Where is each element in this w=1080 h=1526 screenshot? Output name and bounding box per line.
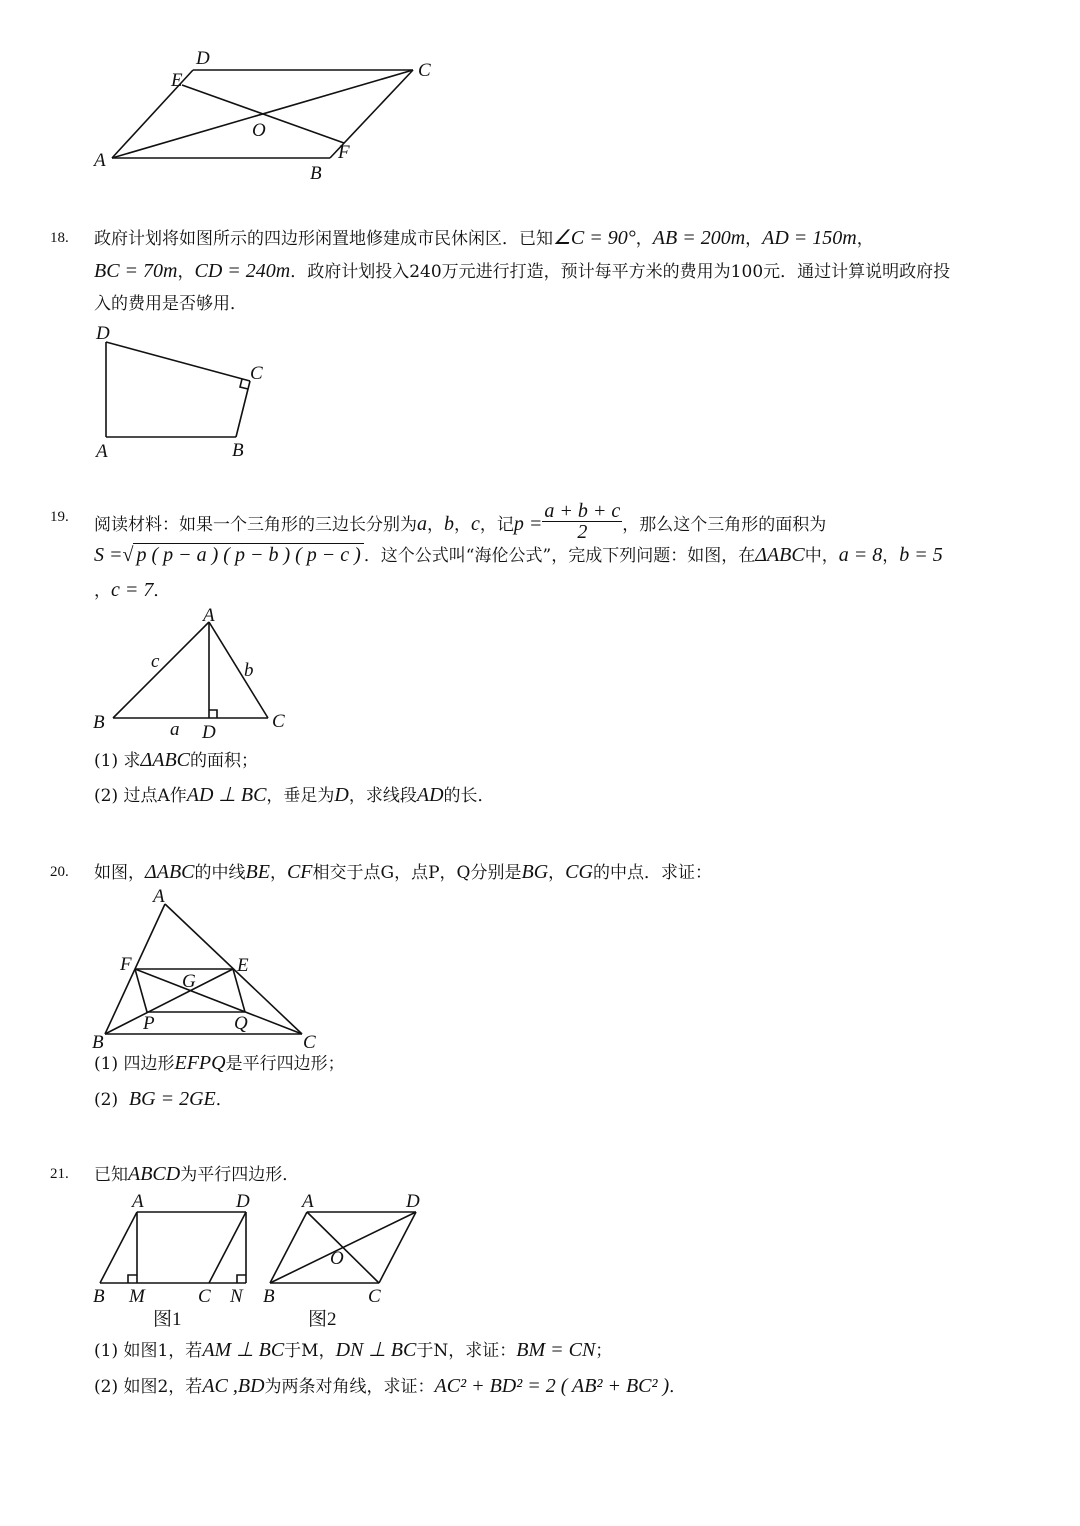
q21-identity: AC² + BD² = 2 ( AB² + BC² ) — [434, 1375, 670, 1397]
q20-text-1b: 的中线 — [194, 863, 246, 883]
q18-text-1: 政府计划将如图所示的四边形闲置地修建成市民休闲区．已知 — [94, 229, 553, 249]
q21-part2-a: (2) 如图2，若 — [94, 1377, 203, 1397]
q20-text-1d: 的中点．求证： — [592, 863, 712, 883]
label-b: B — [92, 1032, 104, 1053]
q20-line-1: 如图，ΔABC的中线BE，CF相交于点G，点P，Q分别是BG，CG的中点．求证： — [94, 861, 712, 883]
q18-ab: AB = 200m — [652, 227, 746, 249]
label-f: F — [338, 142, 350, 163]
q18-bc: BC = 70m — [94, 260, 178, 282]
fig2-label-b: B — [263, 1286, 275, 1307]
fig2-side-ab — [270, 1212, 307, 1283]
q18-ad: AD = 150m — [762, 227, 857, 249]
side-ab — [113, 622, 209, 718]
fig1-right-angle-n — [237, 1275, 246, 1283]
q19-line-3: ，c = 7． — [94, 579, 171, 601]
side-cd — [106, 342, 250, 381]
q21-part1-c: 于N，求证： — [416, 1341, 517, 1361]
median-cf — [135, 969, 302, 1034]
q21-acbd: AC ,BD — [202, 1375, 265, 1397]
q19-tri: ΔABC — [755, 544, 805, 566]
q21-dn: DN ⊥ BC — [335, 1339, 417, 1361]
q20-bg: BG — [521, 861, 549, 883]
fig1-side-ab — [100, 1212, 137, 1283]
fig1-right-angle-m — [128, 1275, 137, 1283]
q21-am: AM ⊥ BC — [202, 1339, 285, 1361]
q18-line-3: 入的费用是否够用． — [94, 294, 247, 314]
q20-cg: CG — [565, 861, 593, 883]
q19-part2-d2: 的长． — [443, 786, 495, 806]
q19-part2-perp: AD ⊥ BC — [186, 784, 267, 806]
q18-cd: CD = 240m — [194, 260, 291, 282]
fig1-label-n: N — [230, 1286, 243, 1307]
q20-part-1 — [94, 1051, 345, 1076]
figure-triangle-q19 — [0, 600, 320, 750]
q19-part2-a: (2) 过点A作 — [94, 786, 187, 806]
figure-triangle-medians-q20 — [0, 880, 340, 1055]
q21-part2-b: 为两条对角线，求证： — [264, 1377, 435, 1397]
label-d: D — [202, 722, 216, 743]
label-a: A — [153, 886, 165, 907]
q21-part1-b: 于M， — [284, 1341, 336, 1361]
q20-part1-pre: (1) 四边形 — [94, 1054, 175, 1074]
median-be — [105, 969, 233, 1034]
q20-tri: ΔABC — [145, 861, 195, 883]
q18-angle-c: ∠C = 90° — [553, 227, 636, 249]
q21-part1-a: (1) 如图1，若 — [94, 1341, 203, 1361]
fig2-side-dc — [379, 1212, 416, 1283]
q19-frac-denominator: 2 — [577, 521, 588, 543]
q19-frac-numerator: a + b + c — [544, 500, 621, 522]
q20-part2-eq: BG = 2GE — [128, 1088, 216, 1110]
fig1-caption: 图1 — [153, 1309, 182, 1330]
sqrt-sign-icon: √ — [122, 544, 134, 566]
fig2-label-o: O — [330, 1248, 344, 1269]
q19-var-a: a — [417, 513, 427, 535]
fig1-label-m: M — [129, 1286, 145, 1307]
q19-text-2a: ．这个公式叫“海伦公式”，完成下列问题：如图，在 — [363, 546, 756, 566]
label-a: A — [94, 150, 106, 171]
side-ac — [209, 622, 268, 718]
q19-text-1c: ，那么这个三角形的面积为 — [622, 515, 827, 535]
label-b: B — [310, 163, 322, 184]
q21-text-1a: 已知 — [94, 1165, 128, 1185]
fig2-caption: 图2 — [308, 1309, 337, 1330]
q19-var-c: c — [471, 513, 480, 535]
q20-text-1a: 如图， — [94, 863, 145, 883]
question-number-21: 21. — [50, 1166, 69, 1182]
label-o: O — [252, 120, 266, 141]
q20-be: BE — [245, 861, 270, 883]
label-f: F — [120, 954, 132, 975]
label-b-side: b — [244, 660, 254, 681]
q18-line-1: 政府计划将如图所示的四边形闲置地修建成市民休闲区．已知∠C = 90°，AB = 200m，AD = 150m， — [94, 227, 874, 249]
label-e: E — [237, 955, 249, 976]
fig1-label-d: D — [236, 1191, 250, 1212]
q19-line-1: 阅读材料：如果一个三角形的三边长分别为a，b，c，记p = $\frac{a + b + c}{2}$ ，那么这个三角形的面积为 — [94, 500, 827, 543]
figure-parallelograms-q21 — [0, 1185, 460, 1335]
fig1-label-c: C — [198, 1286, 211, 1307]
q19-text-1b: ，记 — [479, 515, 514, 535]
q19-part2-d: D — [334, 784, 349, 806]
label-c: c — [151, 651, 160, 672]
q18-text-2: ．政府计划投入240万元进行打造，预计每平方米的费用为100元．通过计算说明政府投 — [290, 262, 951, 282]
label-b: B — [232, 440, 244, 461]
q19-part1-post: 的面积； — [190, 751, 258, 771]
label-e: E — [171, 70, 183, 91]
label-c-vertex: C — [272, 711, 285, 732]
q18-line-2: BC = 70m，CD = 240m．政府计划投入240万元进行打造，预计每平方米的费用为100元．通过计算说明政府投 — [94, 260, 951, 282]
segment-fp — [135, 969, 147, 1012]
fig2-label-d: D — [406, 1191, 420, 1212]
label-a-side: a — [170, 719, 180, 740]
q19-p-eq: p = — [513, 513, 543, 535]
right-angle-mark-d — [209, 710, 217, 718]
label-q: Q — [234, 1013, 248, 1034]
q19-part-1 — [94, 748, 258, 773]
label-d: D — [196, 48, 210, 69]
q20-cf: CF — [286, 861, 313, 883]
q19-part2-c: ，求线段 — [348, 786, 417, 806]
q20-part-2: (2) BG = 2GE． — [94, 1088, 233, 1110]
label-g: G — [182, 971, 196, 992]
label-a: A — [96, 441, 108, 462]
question-number-20: 20. — [50, 864, 69, 880]
q19-text-1a: 阅读材料：如果一个三角形的三边长分别为 — [94, 515, 417, 535]
figure-quadrilateral-q18 — [0, 320, 300, 470]
q20-part2-pre: (2) — [94, 1090, 119, 1110]
label-c: C — [303, 1032, 316, 1053]
fig1-side-dc — [209, 1212, 246, 1283]
figure-parallelogram-q17 — [0, 0, 1080, 200]
q21-text-1b: 为平行四边形． — [180, 1165, 300, 1185]
q19-a-val: a = 8 — [838, 544, 883, 566]
label-a: A — [203, 605, 215, 626]
q19-part1-pre: (1) 求 — [94, 751, 141, 771]
q19-text-2b: 中， — [804, 546, 839, 566]
q19-part2-b: ，垂足为 — [266, 786, 335, 806]
q21-part-1: (1) 如图1，若AM ⊥ BC于M，DN ⊥ BC于N，求证：BM = CN； — [94, 1339, 613, 1361]
label-d: D — [96, 323, 110, 344]
q20-text-1c: 相交于点G，点P，Q分别是 — [312, 863, 522, 883]
fig1-label-a: A — [132, 1191, 144, 1212]
q21-part-2: (2) 如图2，若AC ,BD为两条对角线，求证：AC² + BD² = 2 ( AB² + BC² )． — [94, 1375, 687, 1397]
fig2-label-c: C — [368, 1286, 381, 1307]
q20-part1-post: 是平行四边形； — [225, 1054, 345, 1074]
label-p: P — [143, 1013, 155, 1034]
q19-part2-ad: AD — [416, 784, 444, 806]
fig1-label-b: B — [93, 1286, 105, 1307]
q19-s-eq: S = — [94, 544, 123, 566]
q21-line-1 — [94, 1162, 299, 1187]
label-c: C — [250, 363, 263, 384]
q19-sqrt-expr: p ( p − a ) ( p − b ) ( p − c ) — [133, 543, 363, 566]
q20-part1-quad: EFPQ — [174, 1052, 226, 1074]
question-number-18: 18. — [50, 230, 69, 246]
q19-c-val: c = 7 — [111, 579, 154, 601]
fig2-label-a: A — [302, 1191, 314, 1212]
label-c: C — [418, 60, 431, 81]
q19-part1-tri: ΔABC — [140, 749, 190, 771]
q19-part-2 — [94, 783, 495, 808]
question-number-19: 19. — [50, 509, 69, 525]
label-b: B — [93, 712, 105, 733]
q19-fraction — [542, 501, 622, 542]
q19-var-b: b — [444, 513, 454, 535]
q21-abcd: ABCD — [128, 1163, 181, 1185]
q19-b-val: b = 5 — [899, 544, 943, 566]
q21-bmcn: BM = CN — [516, 1339, 596, 1361]
q19-line-2: S =√ p ( p − a ) ( p − b ) ( p − c ) ．这个公式叫“海伦公式”，完成下列问题：如图，在ΔABC中，a = 8，b = 5 — [94, 544, 943, 566]
